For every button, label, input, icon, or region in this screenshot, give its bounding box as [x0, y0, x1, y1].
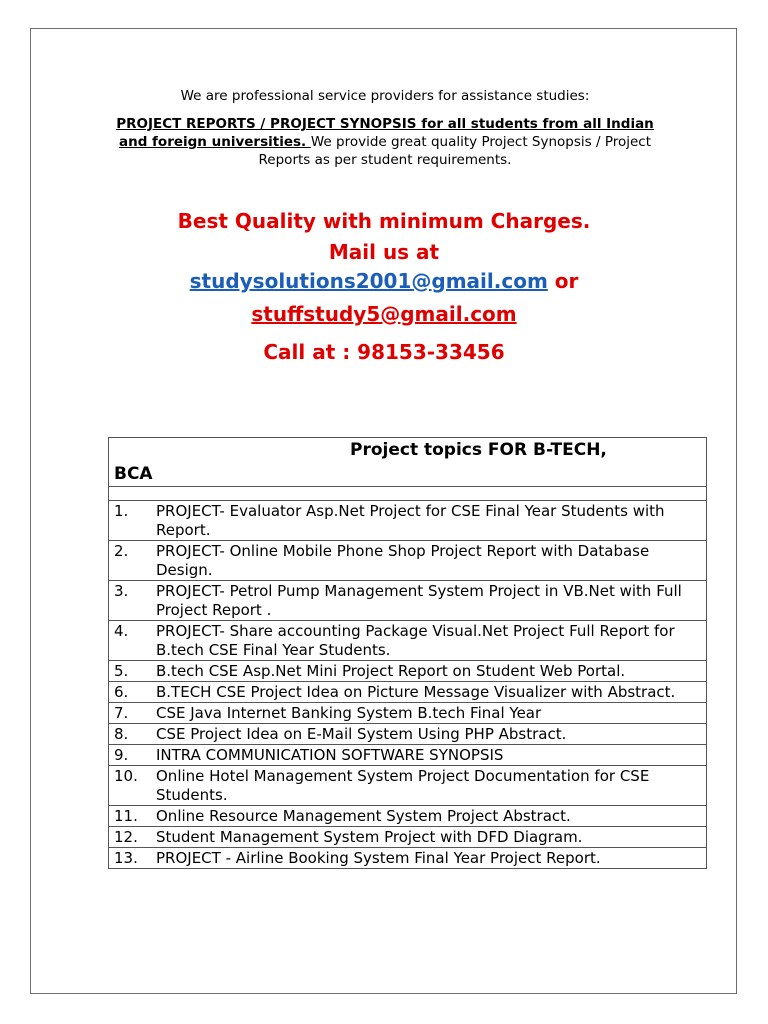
table-header-row — [109, 438, 707, 487]
item-number: 2. — [114, 542, 129, 560]
list-item — [114, 849, 701, 868]
table-cell — [109, 745, 707, 766]
mail-label: Mail us at — [328, 240, 440, 264]
table-row — [109, 848, 707, 869]
item-number: 7. — [114, 704, 129, 722]
item-text: B.tech CSE Asp.Net Mini Project Report on Student Web Portal. — [156, 662, 626, 680]
table-body — [109, 501, 707, 869]
or-text: or — [554, 269, 579, 293]
intro-line: We are professional service providers for assistance studies: — [180, 88, 590, 104]
item-text: Online Resource Management System Project Abstract. — [156, 807, 571, 825]
item-text: PROJECT- Share accounting Package Visual.Net Project Full Report for B.tech CSE Final Year Students. — [156, 622, 675, 659]
table-row — [109, 581, 707, 621]
item-text: PROJECT- Petrol Pump Management System Project in VB.Net with Full Project Report . — [156, 582, 682, 619]
table-row — [109, 661, 707, 682]
item-text: B.TECH CSE Project Idea on Picture Message Visualizer with Abstract. — [156, 683, 676, 701]
table-cell — [109, 724, 707, 745]
table-row — [109, 766, 707, 806]
email-line-2 — [80, 296, 688, 333]
intro-paragraph — [100, 115, 670, 169]
table-header-line2: BCA — [114, 464, 153, 484]
project-topics-table — [108, 437, 707, 869]
item-text: PROJECT- Evaluator Asp.Net Project for CSE Final Year Students with Report. — [156, 502, 665, 539]
offer-section — [80, 205, 688, 371]
list-item — [114, 683, 701, 702]
item-number: 13. — [114, 849, 138, 867]
email-link-2[interactable]: stuffstudy5@gmail.com — [251, 302, 517, 326]
item-number: 5. — [114, 662, 129, 680]
item-number: 9. — [114, 746, 129, 764]
item-number: 12. — [114, 828, 138, 846]
list-item — [114, 828, 701, 847]
table-row — [109, 682, 707, 703]
intro-rest-text: We provide great quality Project Synopsis / Project Reports as per student requirements. — [258, 134, 652, 168]
table-cell — [109, 581, 707, 621]
item-text: PROJECT - Airline Booking System Final Year Project Report. — [156, 849, 601, 867]
table-header-cell — [109, 438, 707, 487]
table-row — [109, 621, 707, 661]
list-item — [114, 746, 701, 765]
table-row — [109, 827, 707, 848]
item-text: CSE Project Idea on E-Mail System Using PHP Abstract. — [156, 725, 567, 743]
item-text: Student Management System Project with DFD Diagram. — [156, 828, 583, 846]
item-number: 6. — [114, 683, 129, 701]
table-cell — [109, 541, 707, 581]
intro-section — [100, 87, 670, 169]
item-number: 1. — [114, 502, 129, 520]
table-row — [109, 703, 707, 724]
table-cell — [109, 703, 707, 724]
email-line-1 — [80, 266, 688, 296]
list-item — [114, 622, 701, 660]
list-item — [114, 704, 701, 723]
item-number: 8. — [114, 725, 129, 743]
table-cell — [109, 661, 707, 682]
list-item — [114, 542, 701, 580]
call-line: Call at : 98153-33456 — [263, 340, 505, 364]
list-item — [114, 767, 701, 805]
table-row — [109, 501, 707, 541]
item-number: 10. — [114, 767, 138, 785]
table-spacer-row — [109, 487, 707, 501]
tagline: Best Quality with minimum Charges. — [177, 209, 591, 233]
table-cell — [109, 766, 707, 806]
table-cell — [109, 621, 707, 661]
item-text: INTRA COMMUNICATION SOFTWARE SYNOPSIS — [156, 746, 504, 764]
table-spacer-cell — [109, 487, 707, 501]
table-row — [109, 745, 707, 766]
list-item — [114, 725, 701, 744]
table-cell — [109, 806, 707, 827]
list-item — [114, 662, 701, 681]
item-text: Online Hotel Management System Project Documentation for CSE Students. — [156, 767, 650, 804]
table-row — [109, 724, 707, 745]
item-number: 3. — [114, 582, 129, 600]
table-row — [109, 806, 707, 827]
table-header-line1: Project topics FOR B-TECH, — [350, 440, 607, 460]
item-number: 11. — [114, 807, 138, 825]
item-text: CSE Java Internet Banking System B.tech Final Year — [156, 704, 542, 722]
table-cell — [109, 682, 707, 703]
item-number: 4. — [114, 622, 129, 640]
list-item — [114, 502, 701, 540]
email-link-1[interactable]: studysolutions2001@gmail.com — [189, 269, 548, 293]
table-cell — [109, 848, 707, 869]
table-row — [109, 541, 707, 581]
table-cell — [109, 827, 707, 848]
list-item — [114, 807, 701, 826]
intro-bold-text: PROJECT REPORTS / PROJECT SYNOPSIS for all students from all Indian and foreign universities. — [116, 116, 654, 150]
item-text: PROJECT- Online Mobile Phone Shop Project Report with Database Design. — [156, 542, 650, 579]
list-item — [114, 582, 701, 620]
table-cell — [109, 501, 707, 541]
